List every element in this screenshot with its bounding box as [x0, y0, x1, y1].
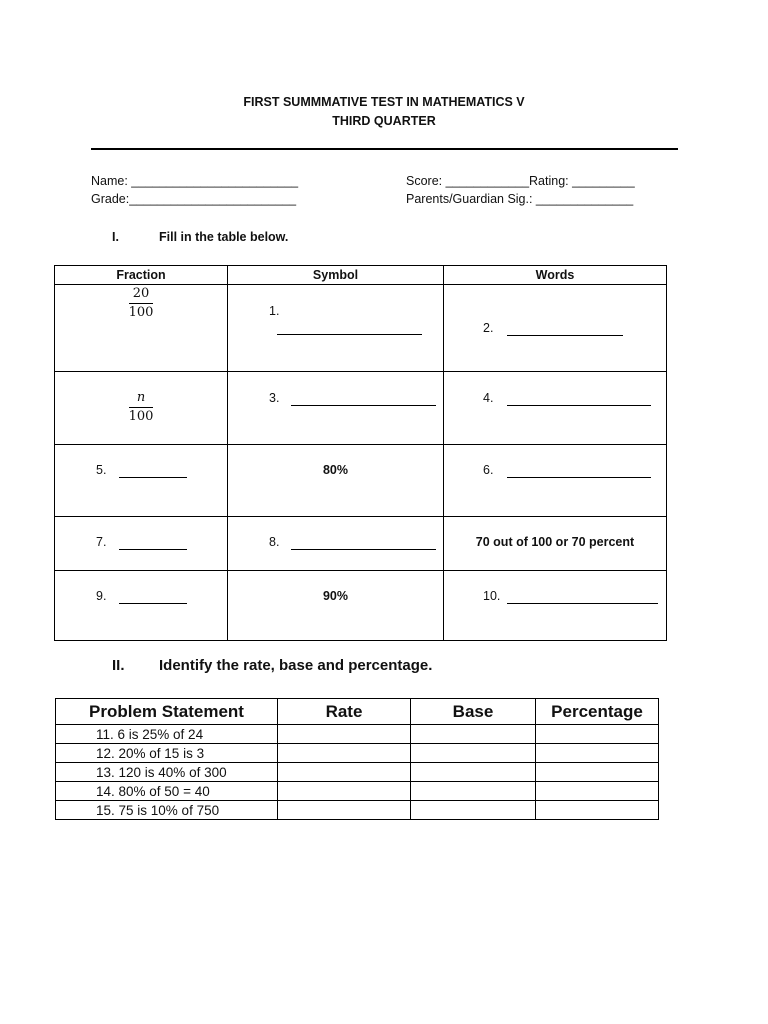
- base-answer-cell[interactable]: [411, 725, 536, 744]
- problem-statement-cell: 13. 120 is 40% of 300: [56, 763, 278, 782]
- section1-number: I.: [112, 230, 119, 244]
- section2-instruction: Identify the rate, base and percentage.: [159, 657, 433, 674]
- words-cell: [444, 285, 667, 372]
- answer-blank-6[interactable]: [507, 476, 651, 478]
- parents-signature-field: Parents/Guardian Sig.: ______________: [406, 192, 634, 206]
- rate-answer-cell[interactable]: [278, 763, 411, 782]
- problem-statement-cell: 14. 80% of 50 = 40: [56, 782, 278, 801]
- column-header-problem-statement: Problem Statement: [56, 699, 278, 725]
- table-row: [55, 285, 667, 372]
- table-row: [55, 445, 667, 517]
- words-cell: [444, 571, 667, 641]
- percentage-answer-cell[interactable]: [536, 744, 659, 763]
- rate-answer-cell[interactable]: [278, 801, 411, 820]
- symbol-cell: [228, 571, 444, 641]
- column-header-symbol: Symbol: [228, 266, 444, 285]
- item-9-label: 9.: [96, 589, 107, 603]
- item-7-label: 7.: [96, 535, 107, 549]
- table-header-row: [56, 699, 659, 725]
- base-answer-cell[interactable]: [411, 744, 536, 763]
- symbol-90-percent: 90%: [322, 589, 349, 603]
- fraction-20-over-100: [55, 286, 227, 321]
- table-row: [55, 372, 667, 445]
- fraction-numerator: 20: [132, 286, 150, 301]
- name-field: Name: ________________________: [91, 174, 299, 188]
- section1-instruction: Fill in the table below.: [159, 230, 289, 244]
- rate-answer-cell[interactable]: [278, 744, 411, 763]
- fraction-numerator: n: [136, 390, 146, 405]
- item-6-label: 6.: [483, 463, 494, 477]
- score-rating-field: Score: ____________Rating: _________: [406, 174, 635, 188]
- fraction-cell: [55, 571, 228, 641]
- column-header-base: Base: [411, 699, 536, 725]
- item-1-label: 1.: [269, 304, 280, 318]
- item-10-label: 10.: [483, 589, 501, 603]
- symbol-cell: [228, 372, 444, 445]
- symbol-cell: [228, 445, 444, 517]
- symbol-cell: [228, 517, 444, 571]
- item-8-label: 8.: [269, 535, 280, 549]
- column-header-fraction: Fraction: [55, 266, 228, 285]
- fill-in-table: [54, 265, 667, 641]
- column-header-rate: Rate: [278, 699, 411, 725]
- base-answer-cell[interactable]: [411, 763, 536, 782]
- problem-statement-cell: 11. 6 is 25% of 24: [56, 725, 278, 744]
- rate-answer-cell[interactable]: [278, 782, 411, 801]
- words-cell: [444, 517, 667, 571]
- item-3-label: 3.: [269, 391, 280, 405]
- words-70-percent: 70 out of 100 or 70 percent: [475, 535, 635, 549]
- column-header-percentage: Percentage: [536, 699, 659, 725]
- table-row: [56, 801, 659, 820]
- table-row: [55, 571, 667, 641]
- table-row: [56, 725, 659, 744]
- fraction-denominator: 100: [128, 305, 154, 320]
- fraction-cell: [55, 285, 228, 372]
- header-divider: [91, 148, 678, 150]
- answer-blank-10[interactable]: [507, 602, 658, 604]
- rate-base-percentage-table: [55, 698, 659, 820]
- test-title: FIRST SUMMMATIVE TEST IN MATHEMATICS V: [243, 95, 525, 109]
- answer-blank-3[interactable]: [291, 404, 436, 406]
- percentage-answer-cell[interactable]: [536, 782, 659, 801]
- test-subtitle: THIRD QUARTER: [332, 114, 436, 128]
- fraction-cell: [55, 445, 228, 517]
- symbol-80-percent: 80%: [322, 463, 349, 477]
- base-answer-cell[interactable]: [411, 801, 536, 820]
- fraction-n-over-100: [55, 390, 227, 425]
- answer-blank-8[interactable]: [291, 548, 436, 550]
- answer-blank-7[interactable]: [119, 548, 187, 550]
- answer-blank-5[interactable]: [119, 476, 187, 478]
- percentage-answer-cell[interactable]: [536, 763, 659, 782]
- section2-number: II.: [112, 657, 125, 674]
- grade-field: Grade:________________________: [91, 192, 297, 206]
- item-2-label: 2.: [483, 321, 494, 335]
- table-header-row: [55, 266, 667, 285]
- table-row: [56, 744, 659, 763]
- percentage-answer-cell[interactable]: [536, 725, 659, 744]
- table-row: [56, 782, 659, 801]
- answer-blank-4[interactable]: [507, 404, 651, 406]
- fraction-denominator: 100: [128, 409, 154, 424]
- fraction-cell: [55, 517, 228, 571]
- answer-blank-1[interactable]: [277, 333, 422, 335]
- words-cell: [444, 445, 667, 517]
- column-header-words: Words: [444, 266, 667, 285]
- fraction-bar: [129, 407, 153, 408]
- base-answer-cell[interactable]: [411, 782, 536, 801]
- fraction-bar: [129, 303, 153, 304]
- item-5-label: 5.: [96, 463, 107, 477]
- words-cell: [444, 372, 667, 445]
- percentage-answer-cell[interactable]: [536, 801, 659, 820]
- fraction-cell: [55, 372, 228, 445]
- answer-blank-9[interactable]: [119, 602, 187, 604]
- table-row: [55, 517, 667, 571]
- answer-blank-2[interactable]: [507, 334, 623, 336]
- rate-answer-cell[interactable]: [278, 725, 411, 744]
- table-row: [56, 763, 659, 782]
- symbol-cell: [228, 285, 444, 372]
- problem-statement-cell: 12. 20% of 15 is 3: [56, 744, 278, 763]
- problem-statement-cell: 15. 75 is 10% of 750: [56, 801, 278, 820]
- item-4-label: 4.: [483, 391, 494, 405]
